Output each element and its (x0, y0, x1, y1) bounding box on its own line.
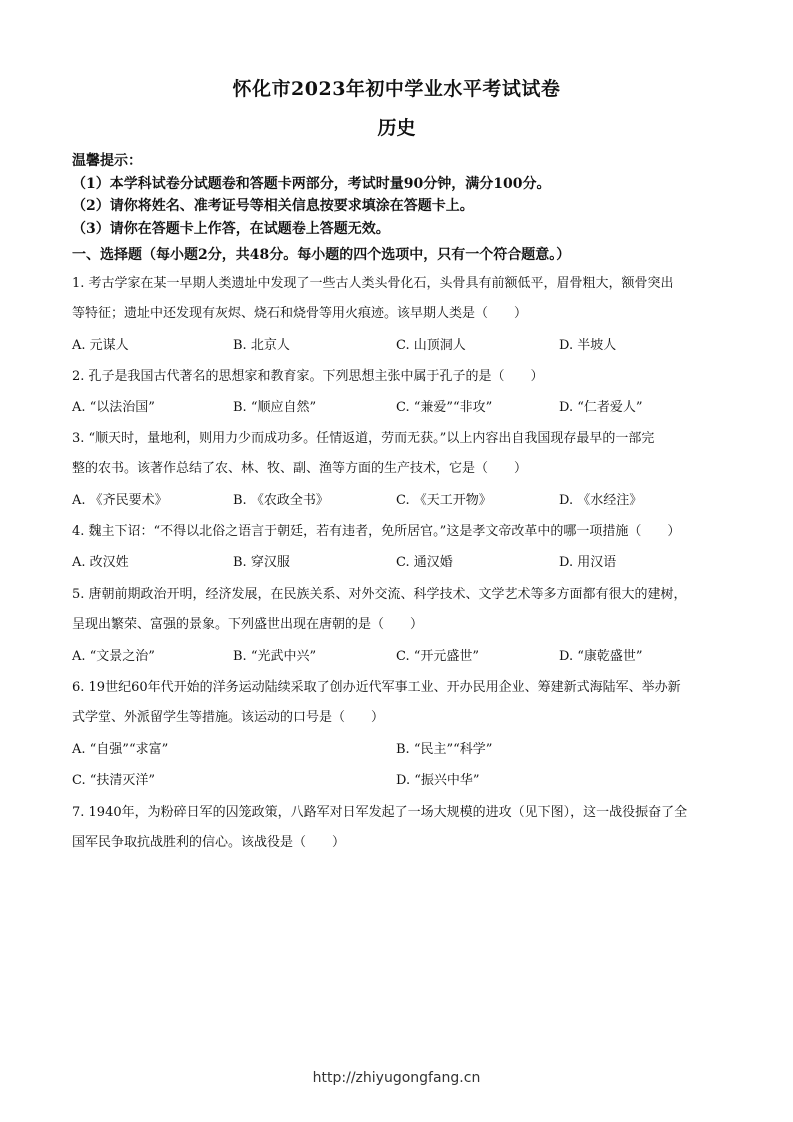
tips-block (72, 150, 732, 240)
option-d: D. “康乾盛世” (559, 649, 643, 664)
option-c: C. “扶清灭洋” (72, 773, 156, 788)
question-stem: 1. 考古学家在某一早期人类遗址中发现了一些古人类头骨化石，头骨具有前额低平，眉骨粗大，额骨突出 (72, 276, 674, 291)
subject-title: 历史 (377, 117, 416, 139)
option-d: D. “振兴中华” (396, 773, 480, 788)
question-4-options (72, 548, 722, 578)
option-d: D. 《水经注》 (559, 493, 643, 508)
question-stem: 4. 魏主下诏：“不得以北俗之语言于朝廷，若有违者，免所居官。”这是孝文帝改革中的哪一项措施（ ） (72, 524, 681, 539)
question-stem: 呈现出繁荣、富强的景象。下列盛世出现在唐朝的是（ ） (72, 617, 424, 632)
question-stem: 3. “顺天时，量地利，则用力少而成功多。任情返道，劳而无获。”以上内容出自我国现存最早的一部完 (72, 431, 655, 446)
question-3 (72, 424, 722, 484)
tips-line: （1）本学科试卷分试题卷和答题卡两部分，考试时量90分钟，满分100分。 (72, 175, 551, 192)
option-d: D. 半坡人 (559, 338, 617, 353)
option-a: A. “自强”“求富” (72, 742, 169, 757)
question-stem: 整的农书。该著作总结了农、林、牧、副、渔等方面的生产技术，它是（ ） (72, 461, 528, 476)
tips-heading: 温馨提示： (72, 153, 142, 169)
option-b: B. “民主”“科学” (396, 742, 493, 757)
page-title: 怀化市2023年初中学业水平考试试卷 (232, 78, 561, 100)
question-5-options (72, 642, 722, 672)
option-a: A. 元谋人 (72, 338, 129, 353)
question-stem: 等特征；遗址中还发现有灰烬、烧石和烧骨等用火痕迹。该早期人类是（ ） (72, 306, 528, 321)
option-a: A. “以法治国” (72, 400, 155, 415)
question-stem: 7. 1940年，为粉碎日军的囚笼政策，八路军对日军发起了一场大规模的进攻（见下图），这一战役振奋了全 (72, 805, 688, 820)
question-6-options-row-1 (72, 735, 722, 765)
question-stem: 式学堂、外派留学生等措施。该运动的口号是（ ） (72, 710, 385, 725)
option-b: B. 《农政全书》 (233, 493, 329, 508)
option-b: B. 穿汉服 (233, 555, 290, 570)
option-b: B. “光武中兴” (233, 649, 317, 664)
question-stem: 6. 19世纪60年代开始的洋务运动陆续采取了创办近代军事工业、开办民用企业、筹建新式海陆军、举办新 (72, 680, 681, 695)
question-1 (72, 269, 722, 329)
question-stem: 2. 孔子是我国古代著名的思想家和教育家。下列思想主张中属于孔子的是（ ） (72, 369, 544, 384)
question-3-options (72, 486, 722, 516)
question-7 (72, 798, 722, 858)
option-d: D. “仁者爱人” (559, 400, 643, 415)
option-c: C. “兼爱”“非攻” (396, 400, 493, 415)
question-4 (72, 517, 722, 547)
option-c: C. 通汉婚 (396, 555, 453, 570)
question-1-options (72, 331, 722, 361)
option-a: A. 改汉姓 (72, 555, 129, 570)
option-b: B. 北京人 (233, 338, 290, 353)
tips-line: （2）请你将姓名、准考证号等相关信息按要求填涂在答题卡上。 (72, 198, 474, 214)
question-stem: 国军民争取抗战胜利的信心。该战役是（ ） (72, 835, 346, 850)
footer-url: http://zhiyugongfang.cn (312, 1070, 481, 1086)
option-b: B. “顺应自然” (233, 400, 317, 415)
option-c: C. “开元盛世” (396, 649, 480, 664)
option-c: C. 《天工开物》 (396, 493, 492, 508)
question-2-options (72, 393, 722, 423)
question-5 (72, 580, 722, 640)
option-a: A. “文景之治” (72, 649, 155, 664)
question-6-options-row-2 (72, 766, 722, 796)
question-2 (72, 362, 722, 392)
option-c: C. 山顶洞人 (396, 338, 466, 353)
tips-line: （3）请你在答题卡上作答，在试题卷上答题无效。 (72, 220, 390, 237)
section-heading: 一、选择题（每小题2分，共48分。每小题的四个选项中，只有一个符合题意。） (72, 247, 571, 263)
question-6 (72, 673, 722, 733)
question-stem: 5. 唐朝前期政治开明，经济发展，在民族关系、对外交流、科学技术、文学艺术等多方面都有很大的建树， (72, 587, 687, 602)
option-a: A. 《齐民要术》 (72, 493, 168, 508)
option-d: D. 用汉语 (559, 555, 617, 570)
